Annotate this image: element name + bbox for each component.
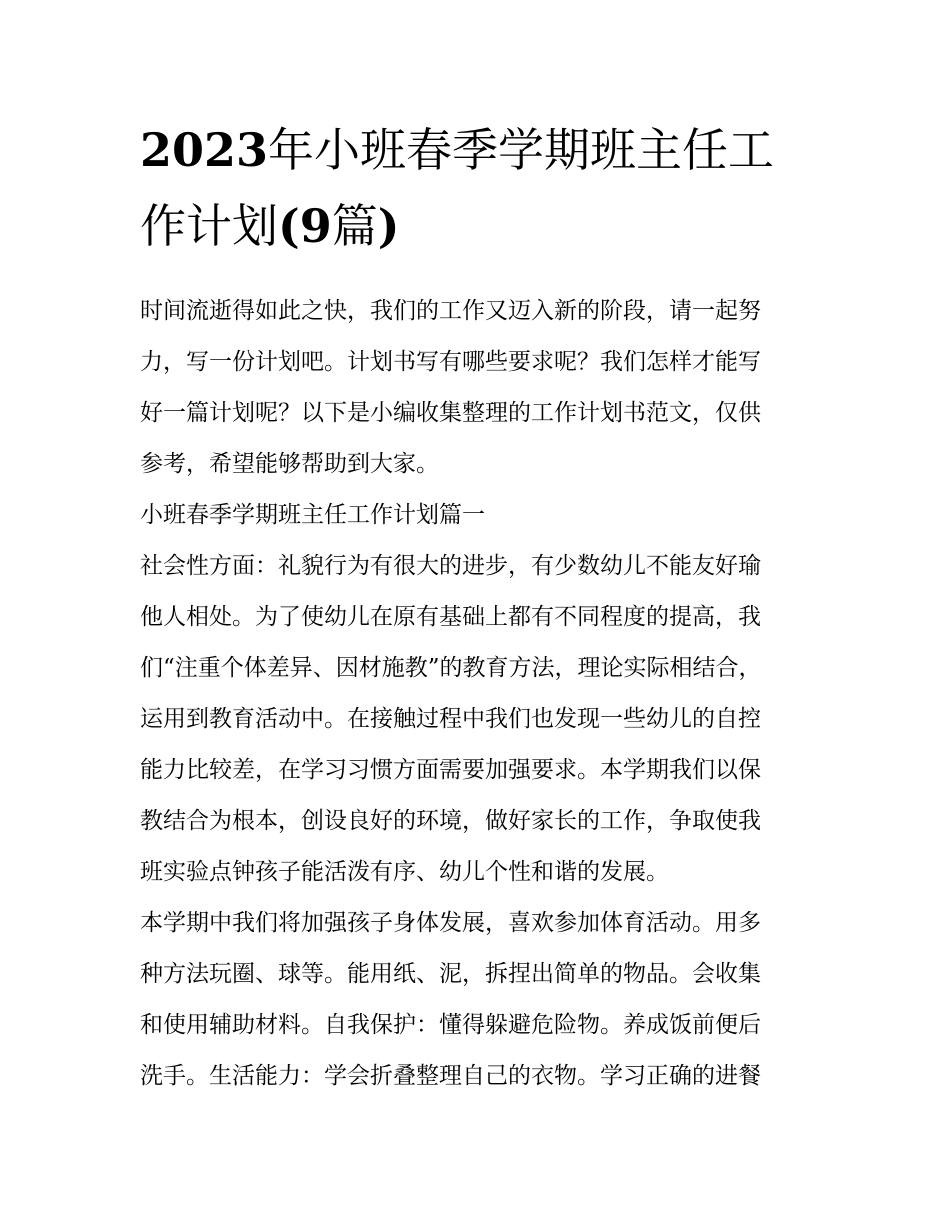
text-line: 力，写一份计划吧。计划书写有哪些要求呢？我们怎样才能写 [140,349,761,375]
section-heading: 小班春季学期班主任工作计划篇一 [140,502,485,528]
text-line: 运用到教育活动中。在接触过程中我们也发现一些幼儿的自控 [140,706,761,732]
title-close-paren: ) [377,199,400,253]
text-line: 教结合为根本，创设良好的环境，做好家长的工作，争取使我 [140,808,761,834]
title-count: (9 [278,199,332,253]
title-text-2: 作计划 [140,199,278,253]
text-line: 班实验点钟孩子能活泼有序、幼儿个性和谐的发展。 [140,859,669,885]
text-line: 们“注重个体差异、因材施教”的教育方法，理论实际相结合， [140,655,762,681]
title-text-3: 篇 [331,199,378,253]
title-year: 2023 [140,123,269,177]
text-line: 和使用辅助材料。自我保护：懂得躲避危险物。养成饭前便后 [140,1012,761,1038]
text-line: 好一篇计划呢？以下是小编收集整理的工作计划书范文，仅供 [140,400,761,426]
text-line: 能力比较差，在学习习惯方面需要加强要求。本学期我们以保 [140,757,761,783]
text-line: 种方法玩圈、球等。能用纸、泥，拆捏出简单的物品。会收集 [140,961,761,987]
document-page [140,112,812,1102]
document-title [140,112,812,264]
text-line: 他人相处。为了使幼儿在原有基础上都有不同程度的提高，我 [140,604,761,630]
text-line: 本学期中我们将加强孩子身体发展，喜欢参加体育活动。用多 [140,910,761,936]
text-line: 社会性方面：礼貌行为有很大的进步，有少数幼儿不能友好瑜 [140,553,761,579]
text-line: 时间流逝得如此之快，我们的工作又迈入新的阶段，请一起努 [140,298,761,324]
text-line: 洗手。生活能力：学会折叠整理自己的衣物。学习正确的进餐 [140,1063,761,1089]
text-line: 参考，希望能够帮助到大家。 [140,451,439,477]
title-text-1: 年小班春季学期班主任工 [268,123,775,177]
